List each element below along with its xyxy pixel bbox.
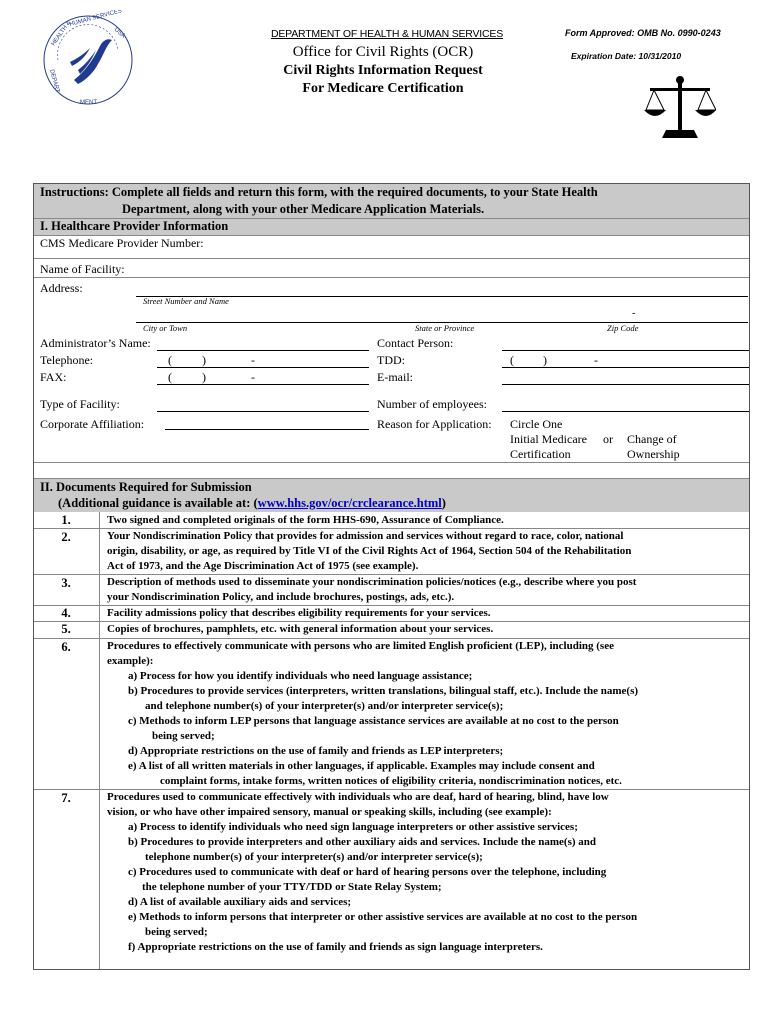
contact-person-field[interactable] bbox=[505, 335, 748, 349]
svg-text:HEALTH &: HEALTH & bbox=[50, 20, 73, 48]
option-change-ownership[interactable] bbox=[627, 432, 680, 462]
tdd-area-close: ) bbox=[543, 353, 547, 367]
item-6-line: Procedures to effectively communicate with persons who are limited English proficient (LEP), including (see bbox=[107, 640, 614, 652]
option-initial-line1: Initial Medicare bbox=[510, 432, 587, 446]
list-item bbox=[107, 513, 747, 528]
fax-area-open: ( bbox=[168, 370, 172, 384]
sub-item: c) Methods to inform LEP persons that language assistance services are available at no cost to the person bbox=[128, 715, 619, 727]
item-5-line: Copies of brochures, pamphlets, etc. with general information about your services. bbox=[107, 623, 494, 635]
circle-one-label: Circle One bbox=[510, 417, 563, 431]
option-change-line1: Change of bbox=[627, 432, 677, 446]
instructions-line1: Instructions: Complete all fields and return this form, with the required documents, to your State Health bbox=[40, 185, 598, 199]
scales-icon bbox=[644, 74, 716, 140]
cms-provider-number-field[interactable] bbox=[230, 236, 745, 256]
admin-underline bbox=[157, 350, 369, 351]
sub-item: e) A list of all written materials in other languages, if applicable. Examples may include consent and bbox=[128, 760, 595, 772]
item-3-line: your Nondiscrimination Policy, and include brochures, postings, ads, etc.). bbox=[107, 591, 455, 603]
sub-item: being served; bbox=[145, 926, 208, 938]
address-label: Address: bbox=[40, 281, 83, 295]
item-2-line: origin, disability, or age, as required by Title VI of the Civil Rights Act of 1964, Section 504 of the Rehabilitation bbox=[107, 545, 632, 557]
email-underline bbox=[502, 384, 749, 385]
divider bbox=[34, 258, 749, 259]
item-number: 6. bbox=[61, 640, 71, 654]
section1-title: I. Healthcare Provider Information bbox=[40, 219, 229, 233]
item-number: 7. bbox=[61, 791, 71, 805]
sub-item: e) Methods to inform persons that interpreter or other assistive services are available at no cost to the person bbox=[128, 911, 638, 923]
option-initial-line2: Certification bbox=[510, 447, 571, 461]
telephone-area-close: ) bbox=[202, 353, 206, 367]
column-divider bbox=[99, 512, 100, 969]
reason-label: Reason for Application: bbox=[377, 417, 492, 431]
item-number: 2. bbox=[61, 530, 71, 544]
expiration-date: Expiration Date: 10/31/2010 bbox=[571, 51, 682, 61]
section2-guidance bbox=[58, 496, 446, 511]
tdd-dash: - bbox=[594, 353, 598, 367]
telephone-dash: - bbox=[251, 353, 255, 367]
street-address-field[interactable] bbox=[140, 279, 745, 295]
email-field[interactable] bbox=[505, 369, 748, 383]
employees-label: Number of employees: bbox=[377, 397, 487, 411]
sub-item: complaint forms, intake forms, written notices of eligibility criteria, nondiscrimination notices, etc. bbox=[160, 775, 622, 787]
facility-name-label: Name of Facility: bbox=[40, 262, 125, 276]
scales-of-justice-logo bbox=[644, 74, 716, 140]
item-number: 1. bbox=[61, 513, 71, 527]
instructions-line2: Department, along with your other Medicare Application Materials. bbox=[122, 202, 485, 216]
telephone-field[interactable] bbox=[160, 352, 367, 366]
sub-item: the telephone number of your TTY/TDD or State Relay System; bbox=[142, 881, 442, 893]
list-item bbox=[107, 639, 747, 669]
svg-text:HUMAN SERVICES: HUMAN SERVICES bbox=[68, 10, 123, 28]
tdd-label: TDD: bbox=[377, 353, 405, 367]
item-1-line: Two signed and completed originals of the form HHS-690, Assurance of Compliance. bbox=[107, 514, 504, 526]
sub-item: d) Appropriate restrictions on the use of family and friends as LEP interpreters; bbox=[128, 745, 504, 757]
sub-item: telephone number(s) of your interpreter(s) and/or interpreter service(s); bbox=[145, 851, 483, 863]
tdd-field[interactable] bbox=[505, 352, 748, 366]
city-state-zip-field[interactable] bbox=[140, 307, 745, 321]
employees-underline bbox=[502, 411, 749, 412]
list-item bbox=[107, 622, 747, 637]
item-7-line: Procedures used to communicate effectively with individuals who are deaf, hard of hearing, blind, have low bbox=[107, 791, 609, 803]
item-3-line: Description of methods used to disseminate your nondiscrimination policies/notices (e.g., describe where you post bbox=[107, 576, 637, 588]
facility-type-field[interactable] bbox=[160, 396, 367, 410]
omb-number: Form Approved: OMB No. 0990-0243 bbox=[565, 28, 721, 38]
sub-item: d) A list of available auxiliary aids and services; bbox=[128, 896, 352, 908]
contact-person-label: Contact Person: bbox=[377, 336, 454, 350]
sub-item: a) Process to identify individuals who need sign language interpreters or other assistive services; bbox=[128, 821, 578, 833]
administrator-name-field[interactable] bbox=[160, 335, 367, 349]
sub-item: c) Procedures used to communicate with deaf or hard of hearing persons over the telephone, including bbox=[128, 866, 607, 878]
list-item bbox=[107, 606, 747, 621]
fax-label: FAX: bbox=[40, 370, 67, 384]
email-label: E-mail: bbox=[377, 370, 413, 384]
fax-dash: - bbox=[251, 370, 255, 384]
section2-title: II. Documents Required for Submission bbox=[40, 480, 252, 494]
office-name: Office for Civil Rights (OCR) bbox=[292, 44, 474, 60]
sub-item: being served; bbox=[152, 730, 215, 742]
tdd-underline bbox=[502, 367, 749, 368]
svg-text:DEPART: DEPART bbox=[48, 68, 61, 94]
divider bbox=[34, 277, 749, 278]
item-7-sublist bbox=[128, 820, 748, 955]
guidance-suffix: ) bbox=[441, 496, 446, 510]
item-2-line: Your Nondiscrimination Policy that provides for admission and services without regard to race, color, national bbox=[107, 530, 624, 542]
or-label: or bbox=[603, 432, 613, 446]
contact-underline bbox=[502, 350, 749, 351]
sub-item: and telephone number(s) of your interpreter(s) and/or interpreter service(s); bbox=[145, 700, 504, 712]
hhs-eagle-icon bbox=[40, 10, 136, 110]
sub-item: b) Procedures to provide interpreters and other auxiliary aids and services. Include the name(s) and bbox=[128, 836, 597, 848]
divider bbox=[34, 462, 749, 463]
fax-area-close: ) bbox=[202, 370, 206, 384]
sub-item: f) Appropriate restrictions on the use of family and friends as sign language interpreters. bbox=[128, 941, 543, 953]
corporate-affiliation-field[interactable] bbox=[168, 416, 367, 428]
facility-type-label: Type of Facility: bbox=[40, 397, 120, 411]
department-name: DEPARTMENT OF HEALTH & HUMAN SERVICES bbox=[271, 28, 504, 40]
list-item bbox=[107, 575, 747, 605]
item-number: 3. bbox=[61, 576, 71, 590]
telephone-area-open: ( bbox=[168, 353, 172, 367]
svg-text:USA: USA bbox=[112, 26, 127, 40]
item-2-line: Act of 1973, and the Age Discrimination Act of 1975 (see example). bbox=[107, 560, 419, 572]
state-caption: State or Province bbox=[415, 323, 475, 333]
guidance-prefix: (Additional guidance is available at: ( bbox=[58, 496, 258, 510]
street-caption: Street Number and Name bbox=[143, 296, 229, 306]
list-item bbox=[107, 790, 747, 820]
telephone-underline bbox=[157, 367, 369, 368]
administrator-name-label: Administrator’s Name: bbox=[40, 336, 151, 350]
cms-provider-number-label: CMS Medicare Provider Number: bbox=[40, 236, 204, 250]
corporate-underline bbox=[165, 429, 369, 430]
hhs-seal bbox=[40, 10, 136, 110]
page-subtitle: For Medicare Certification bbox=[302, 81, 464, 96]
city-caption: City or Town bbox=[143, 323, 188, 333]
item-6-line: example): bbox=[107, 655, 154, 667]
page-title: Civil Rights Information Request bbox=[283, 63, 483, 78]
facility-name-field[interactable] bbox=[140, 260, 745, 276]
employees-field[interactable] bbox=[505, 396, 748, 410]
fax-field[interactable] bbox=[160, 369, 367, 383]
item-6-sublist bbox=[128, 669, 748, 789]
list-item bbox=[107, 529, 747, 574]
telephone-label: Telephone: bbox=[40, 353, 94, 367]
corporate-affiliation-label: Corporate Affiliation: bbox=[40, 417, 145, 431]
option-change-line2: Ownership bbox=[627, 447, 680, 461]
type-underline bbox=[157, 411, 369, 412]
item-7-line: vision, or who have other impaired sensory, manual or speaking skills, including (see example): bbox=[107, 806, 552, 818]
guidance-link[interactable]: www.hhs.gov/ocr/crclearance.html bbox=[257, 496, 442, 510]
item-number: 4. bbox=[61, 606, 71, 620]
sub-item: a) Process for how you identify individuals who need language assistance; bbox=[128, 670, 473, 682]
option-initial-certification[interactable] bbox=[510, 432, 587, 462]
sub-item: b) Procedures to provide services (interpreters, written translations, bilingual staff, etc.). Include the name(s) bbox=[128, 685, 639, 697]
item-4-line: Facility admissions policy that describes eligibility requirements for your services. bbox=[107, 607, 491, 619]
fax-underline bbox=[157, 384, 369, 385]
tdd-area-open: ( bbox=[510, 353, 514, 367]
svg-text:MENT: MENT bbox=[80, 100, 97, 106]
zip-caption: Zip Code bbox=[607, 323, 639, 333]
zip-dash: - bbox=[632, 308, 636, 319]
item-number: 5. bbox=[61, 622, 71, 636]
